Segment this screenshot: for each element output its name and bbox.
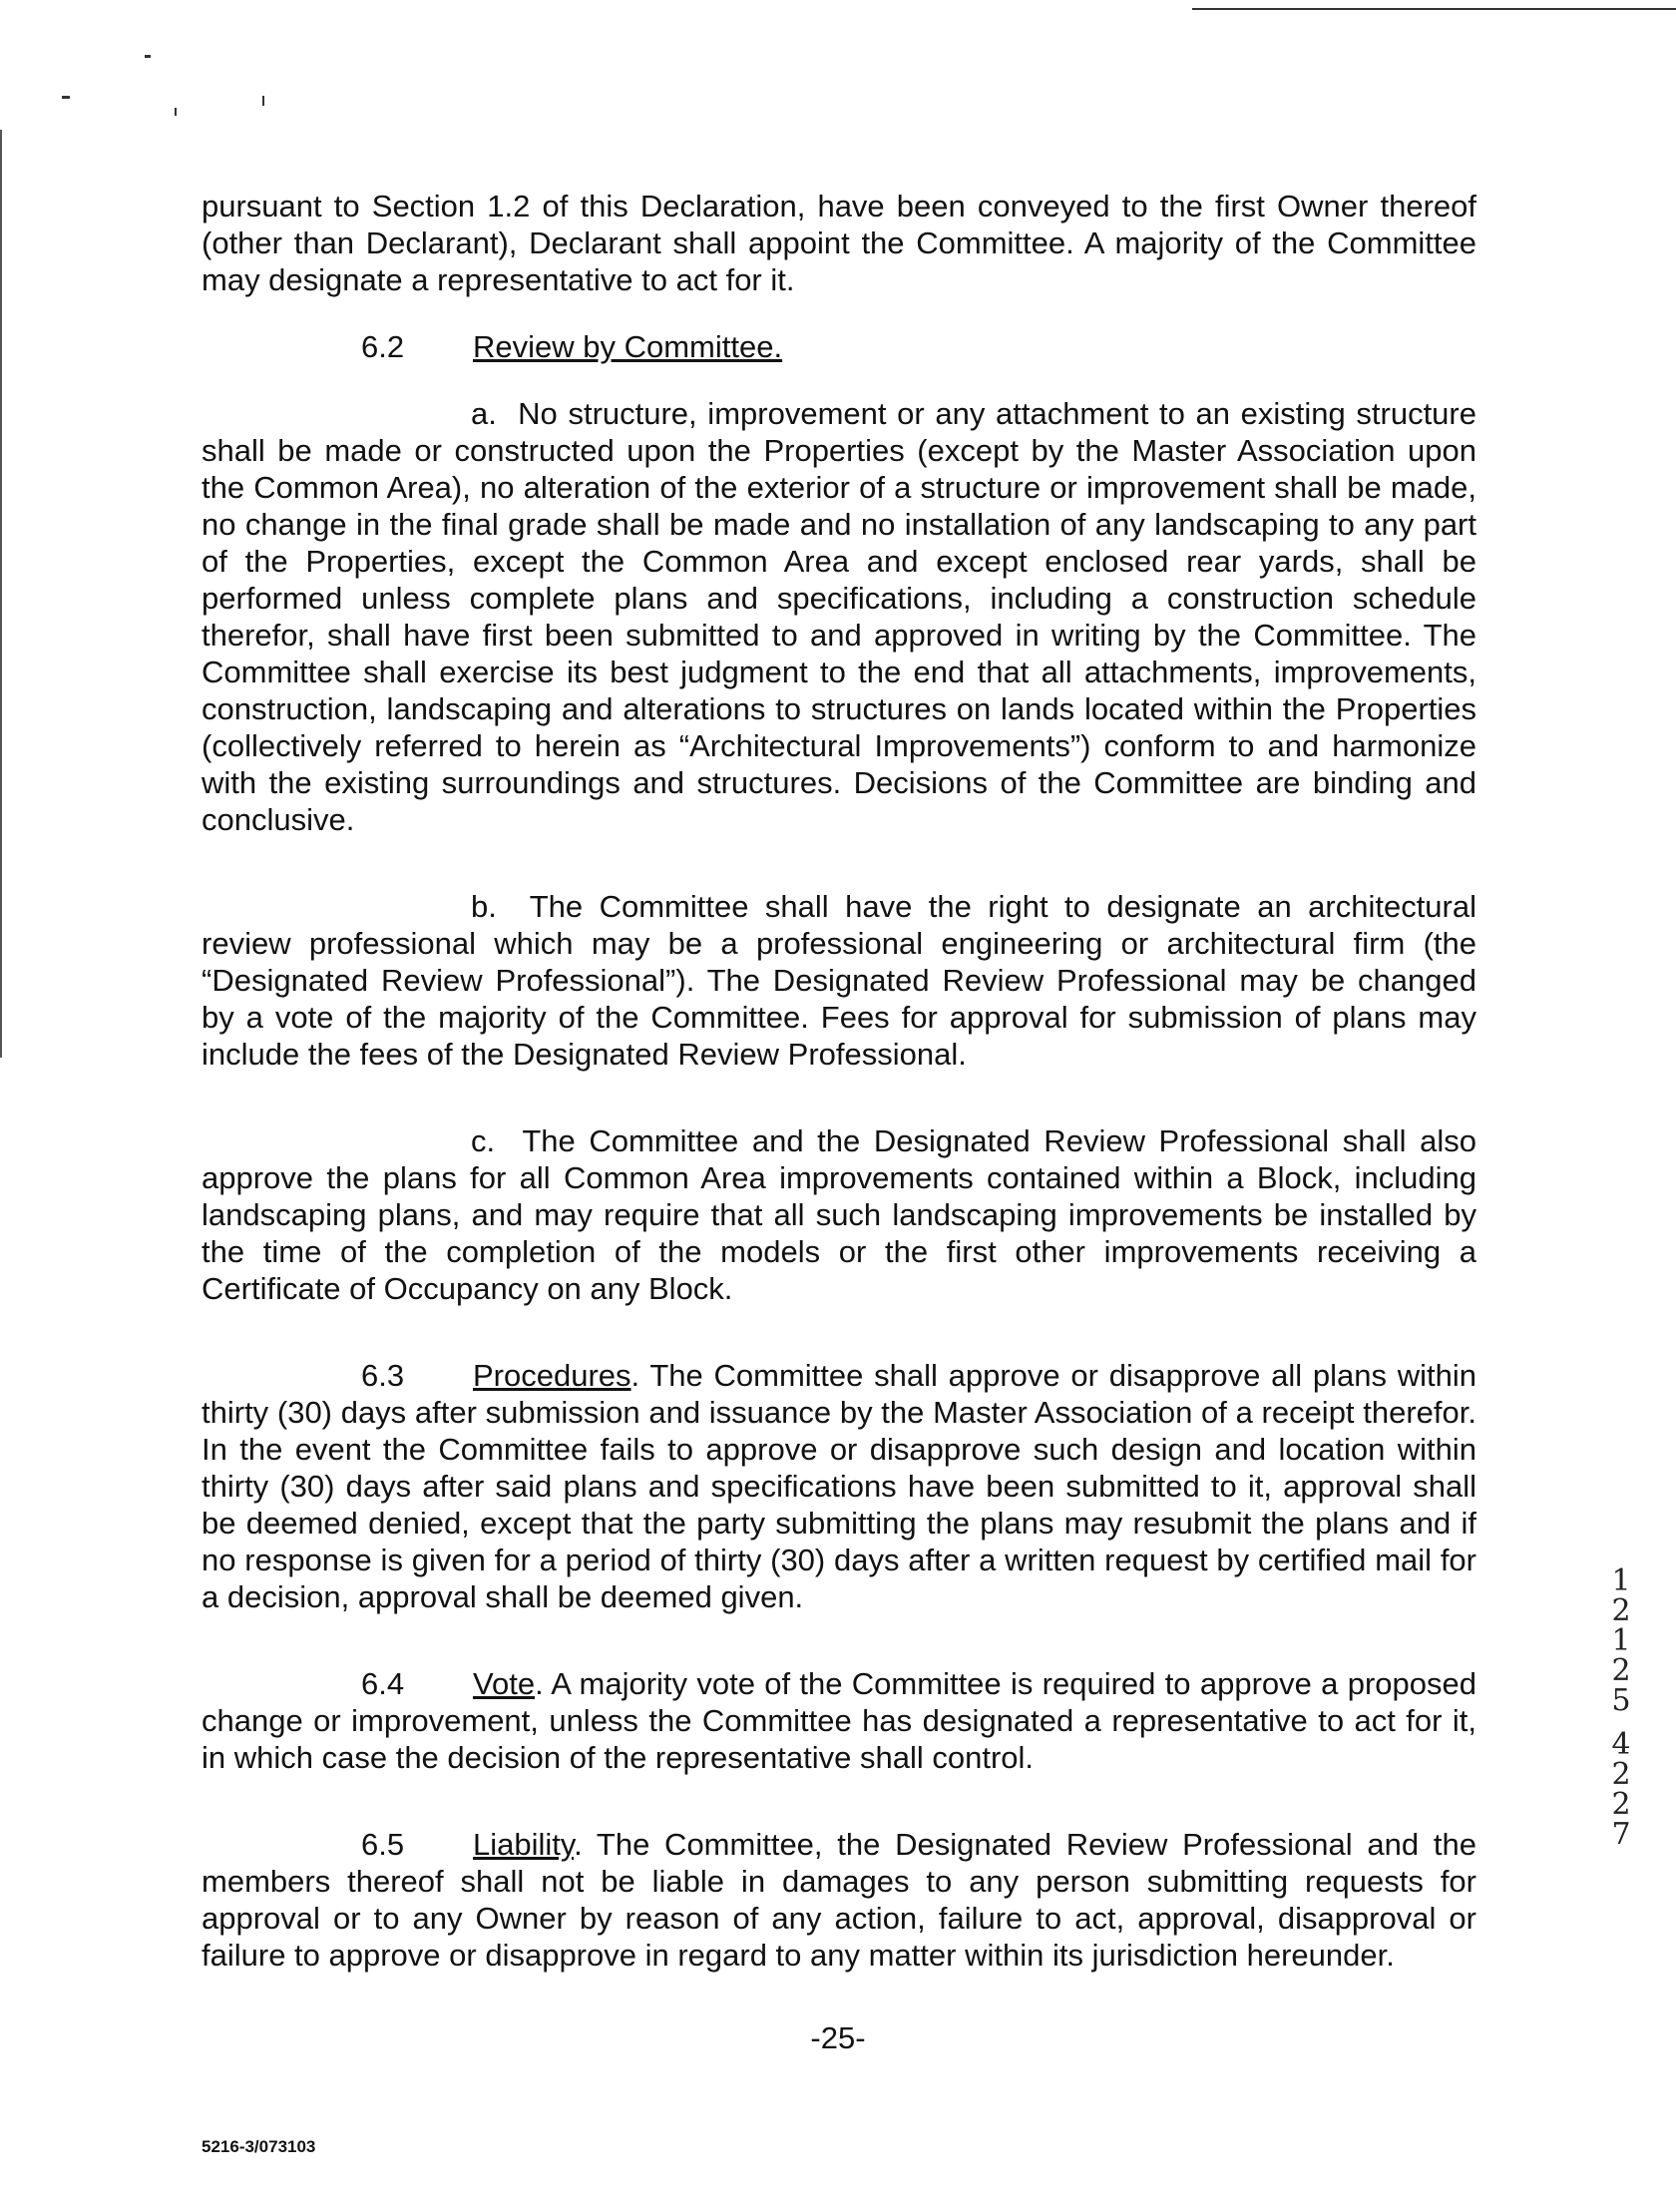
stamp-digit: 2 — [1611, 1787, 1631, 1822]
item-text: The Committee and the Designated Review Professional shall also approve the plans for all Common Area improvements contained within a Block, including landscaping plans, and may require that all such landscaping improvements be installed by the time of the completion of the models or the first other improvements receiving a Certificate of Occupancy on any Block. — [202, 1123, 1476, 1306]
section-title: Vote — [473, 1666, 536, 1701]
section-6-3 — [202, 1357, 1476, 1615]
section-text: . The Committee, the Designated Review Professional and the members thereof shall not be liable in damages to any person submitting requests for approval or to any Owner by reason of any action, failure to act, approval, disapproval or failure to approve or disapprove in regard to any matter within its jurisdiction hereunder. — [202, 1827, 1476, 1973]
item-label: c. — [471, 1123, 496, 1158]
paragraph-intro: pursuant to Section 1.2 of this Declaration, have been conveyed to the first Owner thereof (other than Declarant), Declarant shall appoint the Committee. A majority of the Committee may designate a representative to act for it. — [202, 189, 1476, 297]
scan-edge-line — [1192, 8, 1676, 10]
item-label: a. — [471, 396, 497, 431]
section-number: 6.5 — [361, 1827, 405, 1862]
section-text: . A majority vote of the Committee is required to approve a proposed change or improvement, unless the Committee has designated a representative to act for it, in which case the decision of the representative shall control. — [202, 1666, 1476, 1775]
scan-speck — [62, 96, 70, 99]
section-number: 6.4 — [361, 1666, 405, 1701]
scan-speck — [145, 55, 151, 58]
section-text: . The Committee shall approve or disapprove all plans within thirty (30) days after submission and issuance by the Master Association of a receipt therefor. In the event the Committee fails to approve or disapprove such design and location within thirty (30) days after said plans and specifications have been submitted to it, approval shall be deemed denied, except that the party submitting the plans may resubmit the plans and if no response is given for a period of thirty (30) days after a written request by certified mail for a decision, approval shall be deemed given. — [202, 1358, 1476, 1614]
section-6-5 — [202, 1826, 1476, 1974]
section-6-4 — [202, 1665, 1476, 1776]
recording-stamp — [1601, 1563, 1641, 1864]
stamp-digit: 2 — [1611, 1757, 1631, 1792]
stamp-digit: 4 — [1611, 1727, 1631, 1762]
page-number: -25- — [810, 2020, 866, 2055]
section-6-2-heading — [202, 328, 1476, 365]
paragraph-6-2-c — [202, 1122, 1476, 1307]
item-label: b. — [471, 889, 497, 924]
section-title: Liability — [473, 1827, 575, 1862]
stamp-digit: 1 — [1611, 1563, 1631, 1598]
stamp-block-1 — [1601, 1563, 1641, 1718]
stamp-digit: 2 — [1611, 1593, 1631, 1628]
section-title: Review by Committee. — [473, 329, 783, 364]
stamp-block-2 — [1601, 1727, 1641, 1852]
scan-speck — [262, 96, 264, 106]
scan-speck — [175, 108, 177, 116]
scan-left-edge — [0, 130, 2, 1058]
stamp-digit: 5 — [1611, 1683, 1631, 1718]
item-text: The Committee shall have the right to designate an architectural review professional which may be a professional engineering or architectural firm (the “Designated Review Professional”). The Designated Review Professional may be changed by a vote of the majority of the Committee. Fees for approval for submission of plans may include the fees of the Designated Review Professional. — [202, 889, 1476, 1072]
stamp-digit: 2 — [1611, 1653, 1631, 1688]
section-number: 6.2 — [361, 329, 405, 364]
item-text: No structure, improvement or any attachment to an existing structure shall be made or constructed upon the Properties (except by the Master Association upon the Common Area), no alteration of the exterior of a structure or improvement shall be made, no change in the final grade shall be made and no installation of any landscaping to any part of the Properties, except the Common Area and except enclosed rear yards, shall be performed unless complete plans and specifications, including a construction schedule therefor, shall have first been submitted to and approved in writing by the Committee. The Committee shall exercise its best judgment to the end that all attachments, improvements, construction, landscaping and alterations to structures on lands located within the Properties (collectively referred to herein as “Architectural Improvements”) conform to and harmonize with the existing surroundings and structures. Decisions of the Committee are binding and conclusive. — [202, 396, 1476, 837]
document-body — [202, 188, 1476, 1974]
document-id: 5216-3/073103 — [202, 2137, 316, 2156]
section-number: 6.3 — [361, 1358, 405, 1393]
section-title: Procedures — [473, 1358, 631, 1393]
paragraph-6-2-a — [202, 395, 1476, 838]
paragraph-6-2-b — [202, 888, 1476, 1073]
stamp-digit: 1 — [1611, 1623, 1631, 1658]
stamp-digit: 7 — [1611, 1817, 1631, 1852]
